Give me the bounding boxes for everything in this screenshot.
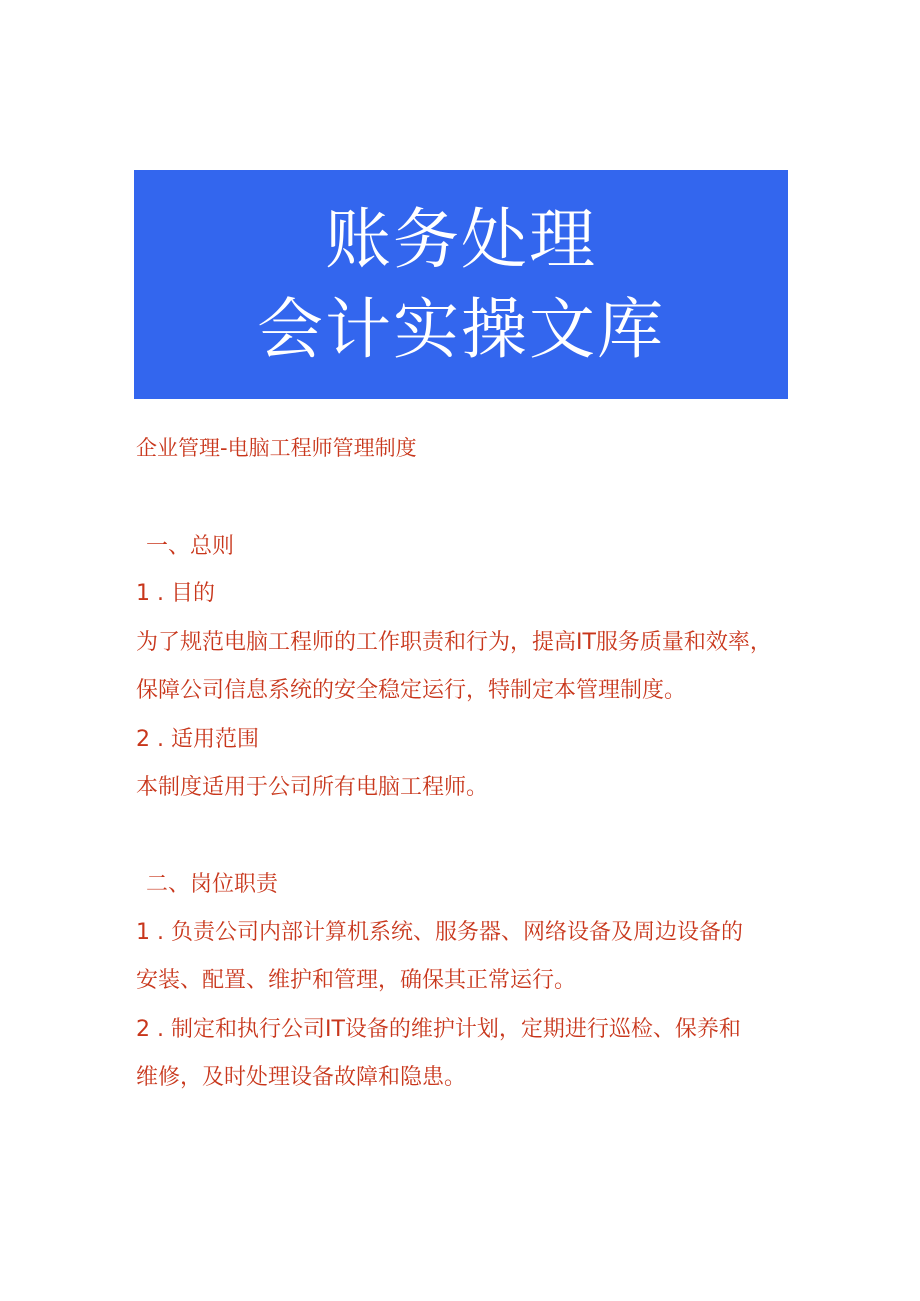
section-heading-general: 一、总则 [146, 534, 235, 559]
banner-title-line-2: 会计实操文库 [257, 290, 665, 368]
paragraph-line: 2 . 制定和执行公司IT设备的维护计划，定期进行巡检、保养和 [136, 1017, 741, 1042]
banner-title-line-1: 账务处理 [325, 200, 597, 278]
paragraph-line: 保障公司信息系统的安全稳定运行，特制定本管理制度。 [136, 678, 687, 703]
paragraph-line: 1 . 负责公司内部计算机系统、服务器、网络设备及周边设备的 [136, 920, 743, 945]
section-heading-duties: 二、岗位职责 [146, 872, 279, 897]
item-label-purpose: 1 . 目的 [136, 581, 215, 606]
title-banner [134, 170, 788, 399]
item-label-scope: 2 . 适用范围 [136, 727, 259, 752]
paragraph-line: 本制度适用于公司所有电脑工程师。 [136, 775, 489, 800]
document-title: 企业管理-电脑工程师管理制度 [136, 436, 417, 460]
paragraph-line: 维修，及时处理设备故障和隐患。 [136, 1065, 467, 1090]
paragraph-line: 安装、配置、维护和管理，确保其正常运行。 [136, 968, 577, 993]
paragraph-line: 为了规范电脑工程师的工作职责和行为，提高IT服务质量和效率， [136, 630, 772, 655]
